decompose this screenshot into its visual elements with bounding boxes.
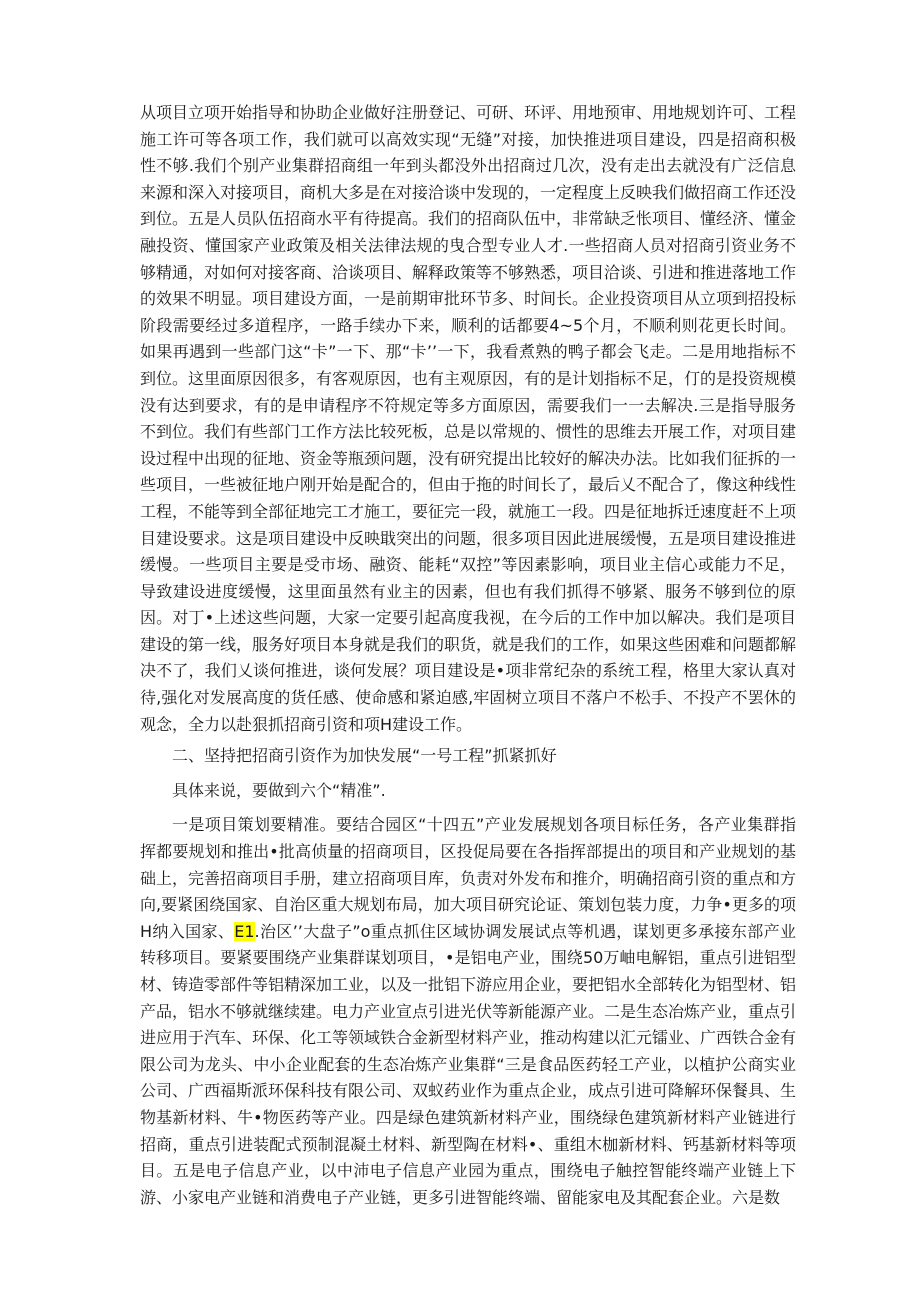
intro-paragraph: 具体来说，要做到六个“精准”.	[172, 780, 386, 800]
body-paragraph-project-planning	[140, 812, 796, 1211]
section-heading: 二、坚持把招商引资作为加快发展“一号工程”抓紧抓好	[172, 746, 557, 766]
paragraph-text-after-highlight: .治区’’大盘子”o重点抓住区域协调发展试点等机遇，谋划更多承接东部产业转移项目。要紧要围绕产业集群谋划项目，•是铝电产业，围绕50万岫电解铝，重点引进铝型材、铸造零部件等铝精深加工业，以及一批铝下游应用企业，要把铝水全部转化为铝型材、铝产品，铝水不够就继续建。电力产业宣点引进光伏等新能源产业。二是生态冶炼产业，重点引进应用于汽车、环保、化工等领域铁合金新型材料产业，推动构建以汇元镭业、广西铁合金有限公司为龙头、中小企业配套的生态冶炼产业集群“三是食品医药轻工产业，以植护公商实业公司、广西福斯派环保科技有限公司、双蚁药业作为重点企业，成点引进可降解环保餐具、生物基新材料、牛•物医药等产业。四是绿色建筑新材料产业，围绕绿色建筑新材料产业链进行招商，重点引进装配式预制混凝土材料、新型陶在材料•、重组木枷新材料、钙基新材料等项目。五是电子信息产业，以中沛电子信息产业园为重点，围绕电子触控智能终端产业链上下游、小家电产业链和消费电子产业链，更多引进智能终端、留能家电及其配套企业。六是数	[140, 921, 797, 1207]
paragraph-text-before-highlight: 一是项目策划要精准。要结合园区“十四五”产业发展规划各项目标任务，各产业集群指挥都要规划和推出•批高侦量的招商项目，区投促局要在各指挥部提出的项目和产业规划的基础上，完善招商项目手册，建立招商项目库，负责对外发布和推介，明确招商引资的重点和方向,要紧囷绕国家、自治区重大规划布局，加大项目研究论证、策划包装力度，力争•更多的项H纳入国家、	[140, 815, 797, 941]
document-body	[140, 100, 796, 1211]
highlighted-text: E1	[234, 921, 255, 941]
body-paragraph-continuation: 从项目立项开始指导和协助企业做好注册登记、可研、环评、用地预审、用地规划许可、工程施工许可等各项工作，我们就可以高效实现“无缝”对接，加快推进项目建设，四是招商积极性不够.我们个别产业集群招商组一年到头都没外出招商过几次，没有走出去就没有广泛信息来源和深入对接项目，商机大多是在对接洽谈中发现的，一定程度上反映我们做招商工作还没到位。五是人员队伍招商水平有待提高。我们的招商队伍中，非常缺乏怅项目、懂经济、懂金融投资、懂国家产业政策及相关法律法规的曳合型专业人才.一些招商人员对招商引资业务不够精通，对如何对接客商、洽谈项目、解释政策等不够熟悉，项目洽谈、引进和推进落地工作的效果不明显。项目建设方面，一是前期审批环节多、时间长。企业投资项目从立项到招投标阶段需要经过多道程序，一路手续办下来，顺利的话都要4~5个月，不顺利则花更长时间。如果再遇到一些部门这“卡”一下、那“卡’’一下，我看煮熟的鸭子都会飞走。二是用地指标不到位。这里面原因很多，有客观原因，也有主观原因，有的是计划指标不足，仃的是投资规模没有达到要求，有的是申请程序不符规定等多方面原因，需要我们一一去解决.三是指导服务不到位。我们有些部门工作方法比较死板，总是以常规的、惯性的思维去开展工作，对项目建设过程中出现的征地、资金等瓶颈问题，没有研究提出比较好的解决办法。比如我们征拆的一些项目，一些被征地户刚开始是配合的，但由于拖的时间长了，最后乂不配合了，像这种线性工程，不能等到全部征地完工才施工，要征完一段，就施工一段。四是征地拆迁速度赶不上项目建设要求。这是项目建设中反映戢突出的问题，很多项目因此进展缓慢，五是项目建设推进缓慢。一些项目主要是受市场、融资、能耗“双控”等因素影响，项目业主信心或能力不足，导致建设进度缓慢，这里面虽然有业主的因素，但也有我们抓得不够紧、服务不够到位的原因。对丁•上述这些问题，大家一定要引起高度我视，在今后的工作中加以解决。我们是项目建设的第一线，服务好项目本身就是我们的职货，就是我们的工作，如果这些困难和问题都解决不了，我们乂谈何推进，谈何发展？项目建设是•项非常纪杂的系统工程，格里大家认真对待,强化对发展高度的货任感、使命感和紧迫感,牢固树立项目不落户不松手、不投产不罢休的观念，全力以赴狠抓招商引资和项H建设工作。	[140, 103, 797, 734]
